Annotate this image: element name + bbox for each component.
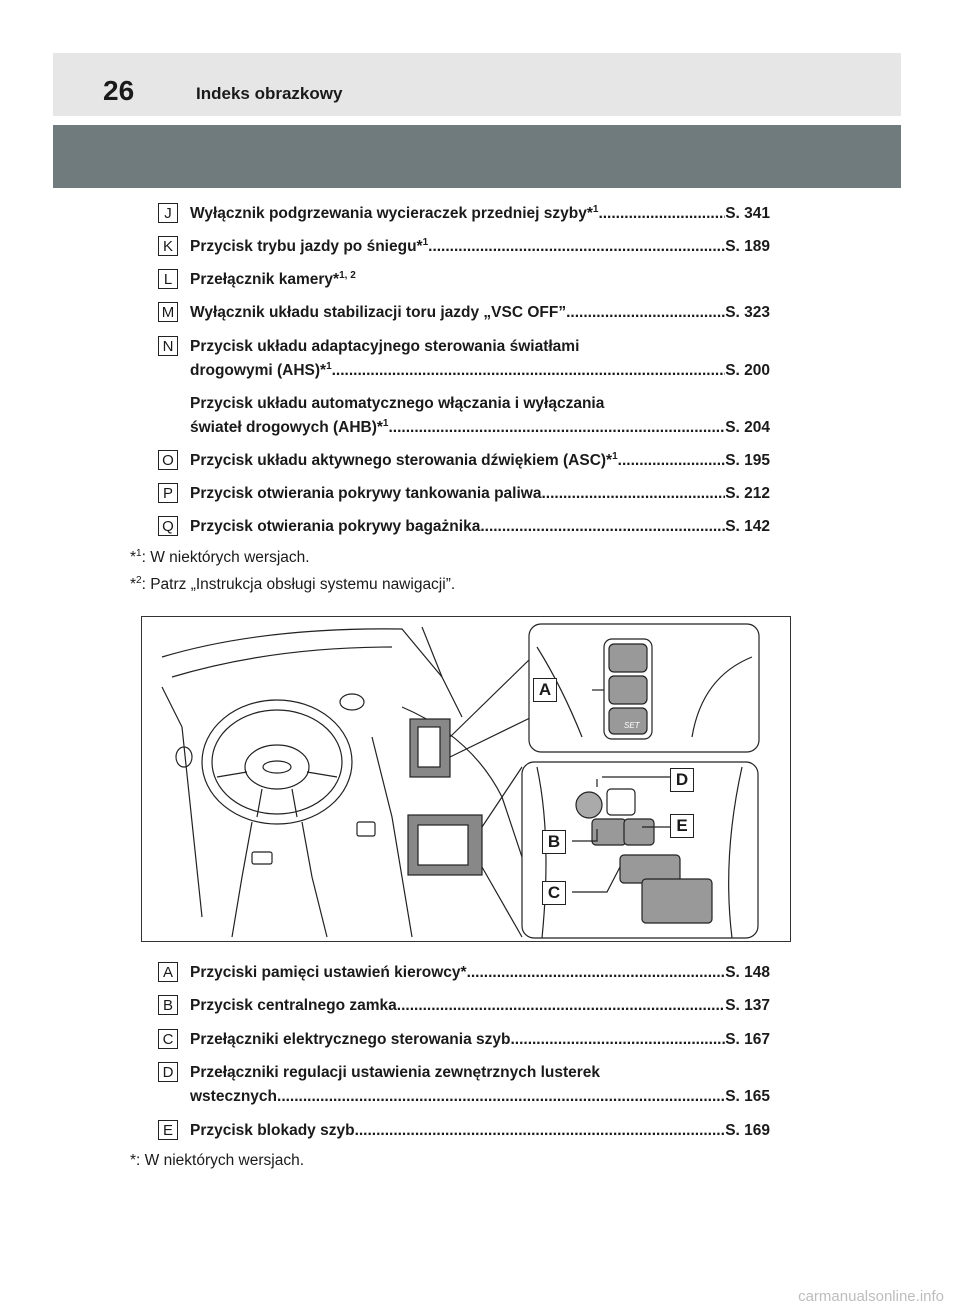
page-ref[interactable]: S. 169 [725, 1122, 770, 1139]
footnote-ref: 1 [422, 236, 429, 248]
entry-text: Przyciski pamięci ustawień kierowcy* [190, 964, 467, 981]
callout-b: B [542, 830, 566, 854]
entry-text: wstecznych [190, 1088, 278, 1105]
entry-text: Przycisk układu aktywnego sterowania dźwiękiem (ASC)* [190, 452, 613, 469]
page-ref[interactable]: S. 323 [725, 304, 770, 321]
header-band [53, 125, 901, 188]
entry-letter: B [158, 995, 178, 1015]
page-ref[interactable]: S. 200 [725, 362, 770, 379]
entry-n [158, 336, 770, 382]
entry-letter: C [158, 1029, 178, 1049]
footnote-bottom: *: W niektórych wersjach. [130, 1152, 304, 1169]
callout-c: C [542, 881, 566, 905]
entry-letter: N [158, 336, 178, 356]
page-ref[interactable]: S. 195 [725, 452, 770, 469]
entry-text: Wyłącznik podgrzewania wycieraczek przedniej szyby* [190, 205, 593, 222]
page-number: 26 [103, 75, 135, 106]
entry-text-line1: Przełączniki regulacji ustawienia zewnętrznych lusterek [190, 1064, 601, 1081]
entry-text: Przełączniki elektrycznego sterowania szyb [190, 1031, 511, 1048]
entry-text: Wyłącznik układu stabilizacji toru jazdy „VSC OFF” [190, 304, 567, 321]
watermark: carmanualsonline.info [798, 1288, 944, 1305]
page-ref[interactable]: S. 167 [725, 1031, 770, 1048]
footnote-ref: 1 [326, 360, 332, 372]
page-ref[interactable]: S. 341 [725, 205, 770, 222]
entry-letter: L [158, 269, 178, 289]
footnote-ref: 1 [612, 450, 618, 462]
entry-text: Przycisk centralnego zamka [190, 997, 397, 1014]
footnote-1: *$^1$: W niektórych wersjach. [130, 547, 310, 566]
entry-text: Przycisk otwierania pokrywy tankowania paliwa [190, 485, 542, 502]
entry-text-line1: Przycisk układu automatycznego włączania i wyłączania [190, 395, 605, 412]
footnote-ref: 1 [592, 203, 599, 215]
page-ref[interactable]: S. 189 [725, 238, 770, 255]
header-bar [53, 53, 901, 116]
entry-letter: Q [158, 516, 178, 536]
entry-letter: E [158, 1120, 178, 1140]
section-title: Indeks obrazkowy [196, 84, 343, 103]
page-ref[interactable]: S. 142 [725, 518, 770, 535]
entry-text-line1: Przycisk układu adaptacyjnego sterowania światłami [190, 338, 580, 355]
page-ref[interactable]: S. 148 [725, 964, 770, 981]
callout-e: E [670, 814, 694, 838]
entry-letter: K [158, 236, 178, 256]
entry-letter: P [158, 483, 178, 503]
page-ref[interactable]: S. 137 [725, 997, 770, 1014]
footnote-ref: 1, 2 [339, 269, 356, 281]
svg-text:SET: SET [624, 721, 640, 730]
entry-n-ahb [158, 393, 770, 439]
entry-letter: M [158, 302, 178, 322]
entry-text: Przycisk trybu jazdy po śniegu* [190, 238, 423, 255]
entry-letter: D [158, 1062, 178, 1082]
entry-text: Przełącznik kamery* [190, 271, 340, 288]
entry-text: drogowymi (AHS)* [190, 362, 327, 379]
callout-d: D [670, 768, 694, 792]
entry-text: Przycisk otwierania pokrywy bagażnika [190, 518, 481, 535]
entry-letter: A [158, 962, 178, 982]
footnote-ref: 1 [382, 417, 389, 429]
dashboard-illustration [141, 616, 791, 942]
entry-letter: J [158, 203, 178, 223]
footnote-2: *$^2$: Patrz „Instrukcja obsługi systemu nawigacji”. [130, 574, 456, 593]
entry-letter: O [158, 450, 178, 470]
page-ref[interactable]: S. 165 [725, 1088, 770, 1105]
callout-a: A [533, 678, 557, 702]
entry-text: świateł drogowych (AHB)* [190, 419, 383, 436]
entry-text: Przycisk blokady szyb [190, 1122, 355, 1139]
page-ref[interactable]: S. 204 [725, 419, 770, 436]
page-ref[interactable]: S. 212 [725, 485, 770, 502]
entry-d [158, 1062, 770, 1108]
